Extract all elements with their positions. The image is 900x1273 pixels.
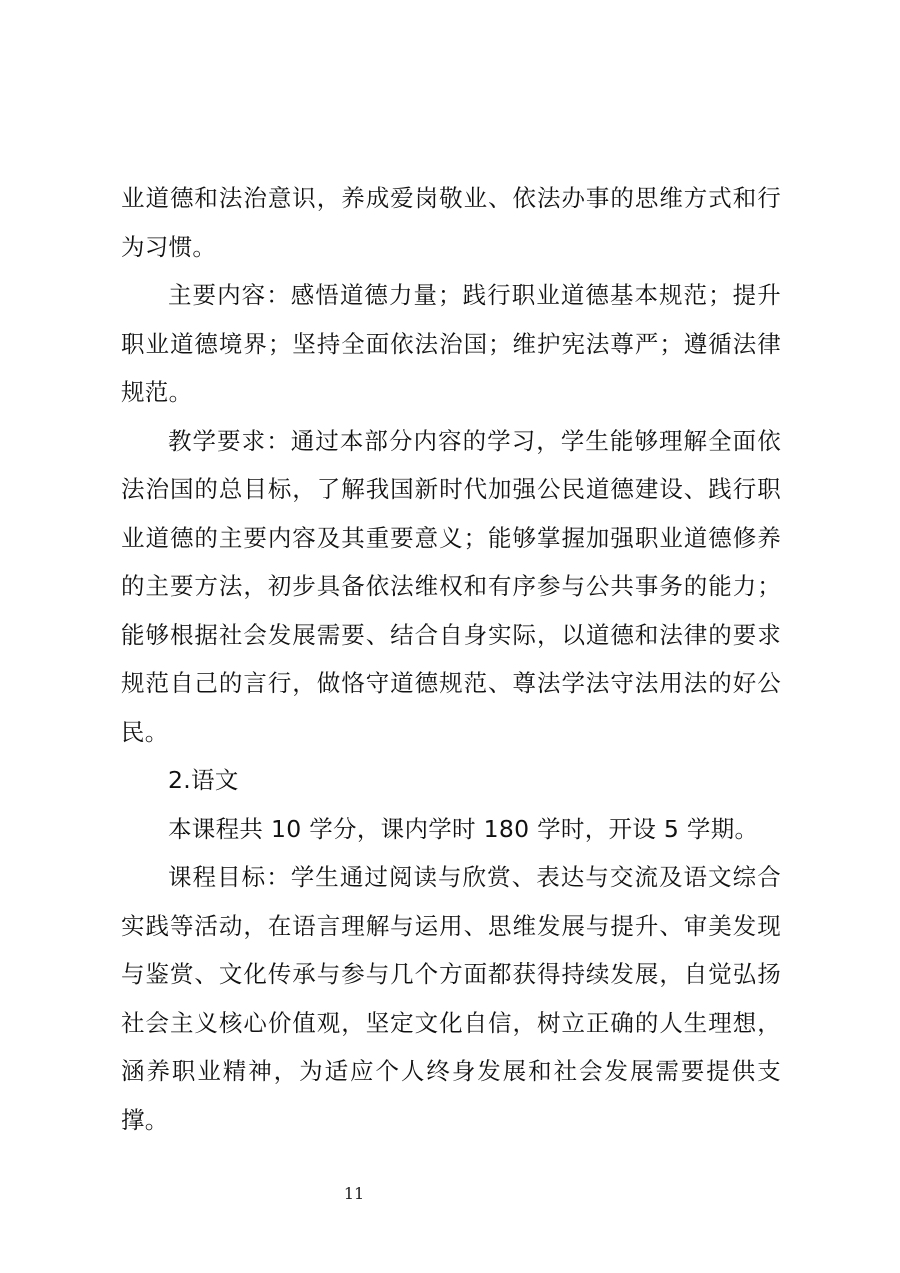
body-text — [121, 174, 781, 1144]
paragraph-course-credits: 本课程共 10 学分，课内学时 180 学时，开设 5 学期。 — [168, 814, 759, 843]
paragraph-teaching-requirements: 教学要求：通过本部分内容的学习，学生能够理解全面依法治国的总目标，了解我国新时代加强公民道德建设、践行职业道德的主要内容及其重要意义；能够掌握加强职业道德修养的主要方法，初步具备依法维权和有序参与公共事务的能力；能够根据社会发展需要、结合自身实际，以道德和法律的要求规范自己的言行，做恪守道德规范、尊法学法守法用法的好公民。 — [121, 426, 781, 746]
paragraph-course-goal: 课程目标：学生通过阅读与欣赏、表达与交流及语文综合实践等活动，在语言理解与运用、思维发展与提升、审美发现与鉴赏、文化传承与参与几个方面都获得持续发展，自觉弘扬社会主义核心价值观，坚定文化自信，树立正确的人生理想，涵养职业精神，为适应个人终身发展和社会发展需要提供支撑。 — [121, 863, 781, 1134]
page-number: 11 — [343, 1184, 365, 1203]
paragraph-main-content: 主要内容：感悟道德力量；践行职业道德基本规范；提升职业道德境界；坚持全面依法治国；维护宪法尊严；遵循法律规范。 — [121, 281, 781, 406]
paragraph-continued: 业道德和法治意识，养成爱岗敬业、依法办事的思维方式和行为习惯。 — [121, 184, 781, 261]
section-heading-chinese: 2.语文 — [168, 766, 239, 794]
